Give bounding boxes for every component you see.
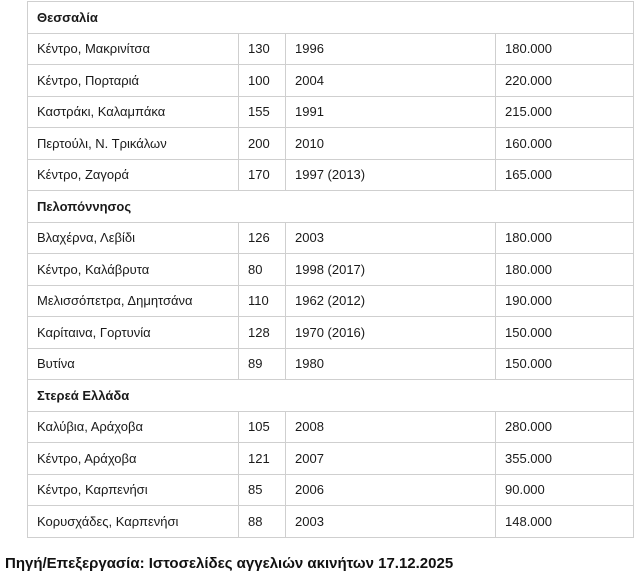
area-cell: 200 (239, 128, 286, 160)
year-cell: 1997 (2013) (286, 159, 496, 191)
year-cell: 1991 (286, 96, 496, 128)
table-row (28, 33, 634, 65)
price-cell: 148.000 (496, 506, 634, 538)
year-cell: 2004 (286, 65, 496, 97)
table-row (28, 443, 634, 475)
location-cell: Μελισσόπετρα, Δημητσάνα (28, 285, 239, 317)
year-cell: 1996 (286, 33, 496, 65)
table-row (28, 474, 634, 506)
price-cell: 190.000 (496, 285, 634, 317)
location-cell: Καστράκι, Καλαμπάκα (28, 96, 239, 128)
location-cell: Βλαχέρνα, Λεβίδι (28, 222, 239, 254)
location-cell: Κέντρο, Πορταριά (28, 65, 239, 97)
area-cell: 126 (239, 222, 286, 254)
table-row (28, 222, 634, 254)
table-row (28, 285, 634, 317)
region-header-row (28, 191, 634, 223)
year-cell: 1998 (2017) (286, 254, 496, 286)
price-cell: 220.000 (496, 65, 634, 97)
area-cell: 130 (239, 33, 286, 65)
location-cell: Βυτίνα (28, 348, 239, 380)
table-row (28, 96, 634, 128)
table-row (28, 254, 634, 286)
price-cell: 150.000 (496, 317, 634, 349)
price-cell: 180.000 (496, 222, 634, 254)
price-cell: 280.000 (496, 411, 634, 443)
area-cell: 88 (239, 506, 286, 538)
area-cell: 121 (239, 443, 286, 475)
area-cell: 89 (239, 348, 286, 380)
price-cell: 160.000 (496, 128, 634, 160)
area-cell: 170 (239, 159, 286, 191)
table-row (28, 159, 634, 191)
region-name: Θεσσαλία (28, 2, 634, 34)
area-cell: 85 (239, 474, 286, 506)
area-cell: 80 (239, 254, 286, 286)
region-name: Στερεά Ελλάδα (28, 380, 634, 412)
location-cell: Κέντρο, Μακρινίτσα (28, 33, 239, 65)
area-cell: 105 (239, 411, 286, 443)
area-cell: 155 (239, 96, 286, 128)
properties-table-container (27, 1, 633, 538)
table-row (28, 411, 634, 443)
year-cell: 1962 (2012) (286, 285, 496, 317)
location-cell: Κορυσχάδες, Καρπενήσι (28, 506, 239, 538)
location-cell: Κέντρο, Καρπενήσι (28, 474, 239, 506)
year-cell: 2007 (286, 443, 496, 475)
price-cell: 90.000 (496, 474, 634, 506)
table-row (28, 348, 634, 380)
source-caption: Πηγή/Επεξεργασία: Ιστοσελίδες αγγελιών ακινήτων 17.12.2025 (5, 555, 454, 572)
location-cell: Περτούλι, Ν. Τρικάλων (28, 128, 239, 160)
year-cell: 1970 (2016) (286, 317, 496, 349)
price-cell: 150.000 (496, 348, 634, 380)
location-cell: Καρίταινα, Γορτυνία (28, 317, 239, 349)
table-row (28, 128, 634, 160)
price-cell: 180.000 (496, 33, 634, 65)
region-header-row (28, 380, 634, 412)
area-cell: 100 (239, 65, 286, 97)
price-cell: 165.000 (496, 159, 634, 191)
table-row (28, 317, 634, 349)
region-header-row (28, 2, 634, 34)
price-cell: 215.000 (496, 96, 634, 128)
table-row (28, 65, 634, 97)
location-cell: Κέντρο, Ζαγορά (28, 159, 239, 191)
year-cell: 2010 (286, 128, 496, 160)
location-cell: Κέντρο, Αράχοβα (28, 443, 239, 475)
region-name: Πελοπόννησος (28, 191, 634, 223)
area-cell: 110 (239, 285, 286, 317)
price-cell: 355.000 (496, 443, 634, 475)
table-row (28, 506, 634, 538)
year-cell: 2003 (286, 222, 496, 254)
price-cell: 180.000 (496, 254, 634, 286)
area-cell: 128 (239, 317, 286, 349)
year-cell: 1980 (286, 348, 496, 380)
year-cell: 2006 (286, 474, 496, 506)
location-cell: Καλύβια, Αράχοβα (28, 411, 239, 443)
properties-table (27, 1, 634, 538)
location-cell: Κέντρο, Καλάβρυτα (28, 254, 239, 286)
year-cell: 2008 (286, 411, 496, 443)
year-cell: 2003 (286, 506, 496, 538)
